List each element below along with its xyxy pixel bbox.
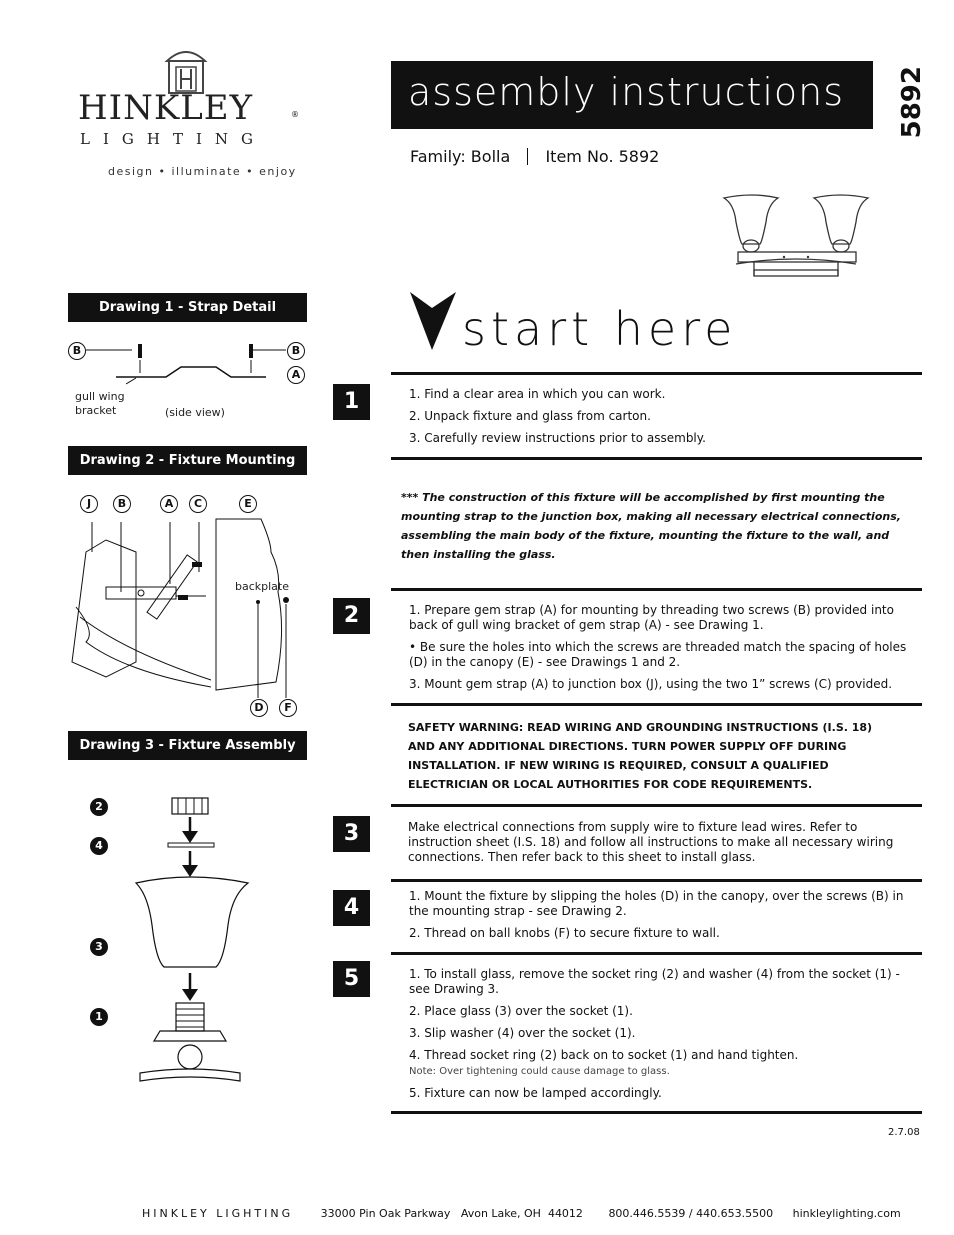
step-1-badge: 1 xyxy=(333,384,370,420)
step-2-line-3: 3. Mount gem strap (A) to junction box (J), using the two 1” screws (C) provided. xyxy=(409,677,893,691)
label-d: D xyxy=(250,699,268,717)
construction-note: *** The construction of this fixture will be accomplished by first mounting the mounting strap to the junction box, making all necessary electrical connections, assembling the main body of the fixture, mounting the fixture to the wall, and then installing the glass. xyxy=(401,491,901,561)
date-code: 2.7.08 xyxy=(888,1127,920,1138)
label-c: C xyxy=(189,495,207,513)
footer-web[interactable]: hinkleylighting.com xyxy=(792,1207,901,1220)
step-2-line-1: 1. Prepare gem strap (A) for mounting by threading two screws (B) provided into back of gull wing bracket of gem strap (A) - see Drawing 1. xyxy=(409,603,894,632)
fixture-assembly-drawing xyxy=(120,795,280,1085)
label-j: J xyxy=(80,495,98,513)
step-1-content xyxy=(409,387,914,453)
title-banner xyxy=(391,61,873,129)
label-a: A xyxy=(287,366,305,384)
brand-subname: LIGHTING xyxy=(80,130,266,148)
step-1-line-1: 1. Find a clear area in which you can work. xyxy=(409,387,666,401)
step-1-line-2: 2. Unpack fixture and glass from carton. xyxy=(409,409,651,423)
drawing-3-header: Drawing 3 - Fixture Assembly xyxy=(68,731,307,760)
step-5-line-5: 5. Fixture can now be lamped accordingly. xyxy=(409,1086,662,1100)
safety-warning: SAFETY WARNING: READ WIRING AND GROUNDING INSTRUCTIONS (I.S. 18) AND ANY ADDITIONAL DIRECTIONS. TURN POWER SUPPLY OFF DURING INSTALLATION. IF NEW WIRING IS REQUIRED, CONSULT A QUALIFIED ELECTRICIAN OR LOCAL AUTHORITIES FOR CODE REQUIREMENTS. xyxy=(408,721,873,791)
step-2-badge: 2 xyxy=(333,598,370,634)
rule-step5-top xyxy=(391,952,922,955)
step-1-line-3: 3. Carefully review instructions prior to assembly. xyxy=(409,431,706,445)
step-4-badge: 4 xyxy=(333,890,370,926)
label-b-right: B xyxy=(287,342,305,360)
brand-logo xyxy=(60,40,320,190)
rule-step5-bottom xyxy=(391,1111,922,1114)
step-4-content xyxy=(409,889,917,948)
rule-step2-bottom xyxy=(391,703,922,706)
fixture-mounting-drawing xyxy=(66,512,306,702)
label-e: E xyxy=(239,495,257,513)
label-a: A xyxy=(160,495,178,513)
family-label: Family: Bolla xyxy=(410,147,511,166)
step-2-line-2: • Be sure the holes into which the screws are threaded match the spacing of holes (D) in the canopy (E) - see Drawings 1 and 2. xyxy=(409,640,907,669)
banner-title: assembly instructions xyxy=(408,70,845,114)
step-3-badge: 3 xyxy=(333,816,370,852)
rule-step1-top xyxy=(391,372,922,375)
registered-mark: ® xyxy=(291,110,299,119)
footer-brand: HINKLEY LIGHTING xyxy=(142,1207,294,1220)
gull-wing-label: gull wing bracket xyxy=(75,390,125,417)
label-3: 3 xyxy=(90,938,108,956)
label-2: 2 xyxy=(90,798,108,816)
brand-name: HINKLEY xyxy=(78,88,254,128)
step-2-content xyxy=(409,603,914,699)
fixture-illustration-icon xyxy=(720,192,872,282)
rule-step3-top xyxy=(391,804,922,807)
step-5-line-1: 1. To install glass, remove the socket ring (2) and washer (4) from the socket (1) - see Drawing 3. xyxy=(409,967,900,996)
divider xyxy=(527,148,528,165)
item-label: Item No. 5892 xyxy=(545,147,660,166)
step-4-line-2: 2. Thread on ball knobs (F) to secure fixture to wall. xyxy=(409,926,720,940)
start-arrow-icon xyxy=(408,290,458,352)
brand-tagline: design • illuminate • enjoy xyxy=(108,165,297,178)
step-5-line-3: 3. Slip washer (4) over the socket (1). xyxy=(409,1026,636,1040)
footer-phone: 800.446.5539 / 440.653.5500 xyxy=(608,1207,774,1220)
label-4: 4 xyxy=(90,837,108,855)
label-f: F xyxy=(279,699,297,717)
drawing-1-header: Drawing 1 - Strap Detail xyxy=(68,293,307,322)
step-4-line-1: 1. Mount the fixture by slipping the holes (D) in the canopy, over the screws (B) in the mounting strap - see Drawing 2. xyxy=(409,889,904,918)
side-view-label: (side view) xyxy=(165,406,225,419)
step-5-content xyxy=(409,967,914,1108)
step-3-content: Make electrical connections from supply wire to fixture lead wires. Refer to instruction sheet (I.S. 18) and follow all instructions to make all necessary wiring connections. Then refer back to this sheet to install glass. xyxy=(408,820,894,864)
start-here-heading: start here xyxy=(462,302,738,356)
label-b: B xyxy=(113,495,131,513)
drawing-2-header: Drawing 2 - Fixture Mounting xyxy=(68,446,307,475)
step-5-line-2: 2. Place glass (3) over the socket (1). xyxy=(409,1004,633,1018)
step-5-line-4: 4. Thread socket ring (2) back on to socket (1) and hand tighten. xyxy=(409,1048,799,1062)
label-b-left: B xyxy=(68,342,86,360)
step-5-badge: 5 xyxy=(333,961,370,997)
rule-step1-bottom xyxy=(391,457,922,460)
footer xyxy=(142,1207,922,1220)
family-line xyxy=(410,147,659,166)
label-1: 1 xyxy=(90,1008,108,1026)
rule-step2-top xyxy=(391,588,922,591)
rule-step4-top xyxy=(391,879,922,882)
backplate-label: backplate xyxy=(235,580,290,593)
footer-address: 33000 Pin Oak Parkway Avon Lake, OH 44012 xyxy=(320,1207,583,1220)
item-number-vertical: 5892 xyxy=(897,66,927,139)
strap-detail-drawing xyxy=(86,340,286,390)
step-5-note: Note: Over tightening could cause damage to glass. xyxy=(409,1066,670,1077)
